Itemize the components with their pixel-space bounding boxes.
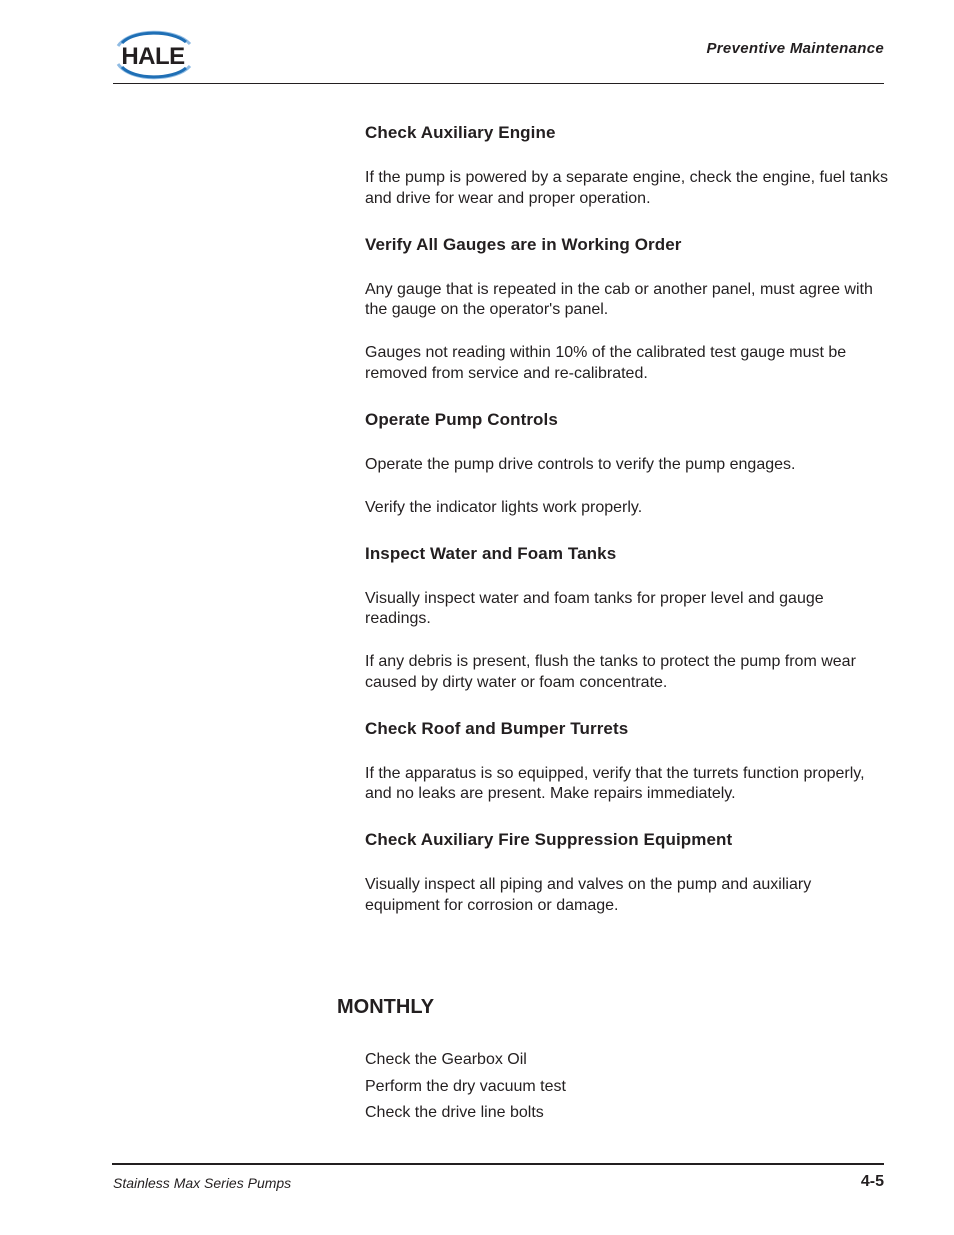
section-check-auxiliary-engine <box>365 120 890 209</box>
section-heading: Operate Pump Controls <box>365 409 558 429</box>
footer-rule <box>112 1163 884 1165</box>
section-paragraph: Operate the pump drive controls to verify the pump engages. <box>365 455 796 473</box>
list-item: Check the Gearbox Oil <box>365 1051 527 1068</box>
section-heading: Verify All Gauges are in Working Order <box>365 234 682 254</box>
monthly-title: MONTHLY <box>337 996 435 1018</box>
section-check-turrets <box>365 716 890 805</box>
section-paragraph: Verify the indicator lights work properly. <box>365 498 643 516</box>
footer-doc-title: Stainless Max Series Pumps <box>113 1175 292 1191</box>
section-check-fire-suppression <box>365 827 890 916</box>
section-heading: Check Auxiliary Fire Suppression Equipment <box>365 830 733 849</box>
hale-logo <box>110 26 196 84</box>
section-paragraph: If the apparatus is so equipped, verify that the turrets function properly, and no leaks are present. Make repairs immediately. <box>365 764 865 802</box>
list-item: Perform the dry vacuum test <box>365 1077 566 1095</box>
header-rule <box>113 83 884 84</box>
section-paragraph: If any debris is present, flush the tanks to protect the pump from wear caused by dirty water or foam concentrate. <box>365 653 856 691</box>
list-item: Check the drive line bolts <box>365 1104 544 1121</box>
section-heading: Inspect Water and Foam Tanks <box>365 543 617 563</box>
section-paragraph: Any gauge that is repeated in the cab or another panel, must agree with the gauge on the operator's panel. <box>365 280 873 318</box>
section-paragraph: If the pump is powered by a separate engine, check the engine, fuel tanks and drive for wear and proper operation. <box>365 169 888 207</box>
section-heading: Check Roof and Bumper Turrets <box>365 718 629 738</box>
header-title: Preventive Maintenance <box>706 40 884 57</box>
page-number: 4-5 <box>860 1173 884 1190</box>
logo-text: HALE <box>121 43 185 70</box>
hale-logo-graphic <box>110 26 196 84</box>
section-inspect-tanks <box>365 541 890 694</box>
section-heading: Check Auxiliary Engine <box>365 123 556 142</box>
section-paragraph: Visually inspect all piping and valves on the pump and auxiliary equipment for corrosion or damage. <box>365 876 812 914</box>
section-operate-pump-controls <box>365 407 890 519</box>
section-paragraph: Gauges not reading within 10% of the calibrated test gauge must be removed from service and re-calibrated. <box>365 344 847 382</box>
main-content <box>365 120 890 939</box>
section-verify-gauges <box>365 232 890 385</box>
section-paragraph: Visually inspect water and foam tanks for proper level and gauge readings. <box>365 589 824 627</box>
monthly-list <box>365 1049 566 1129</box>
